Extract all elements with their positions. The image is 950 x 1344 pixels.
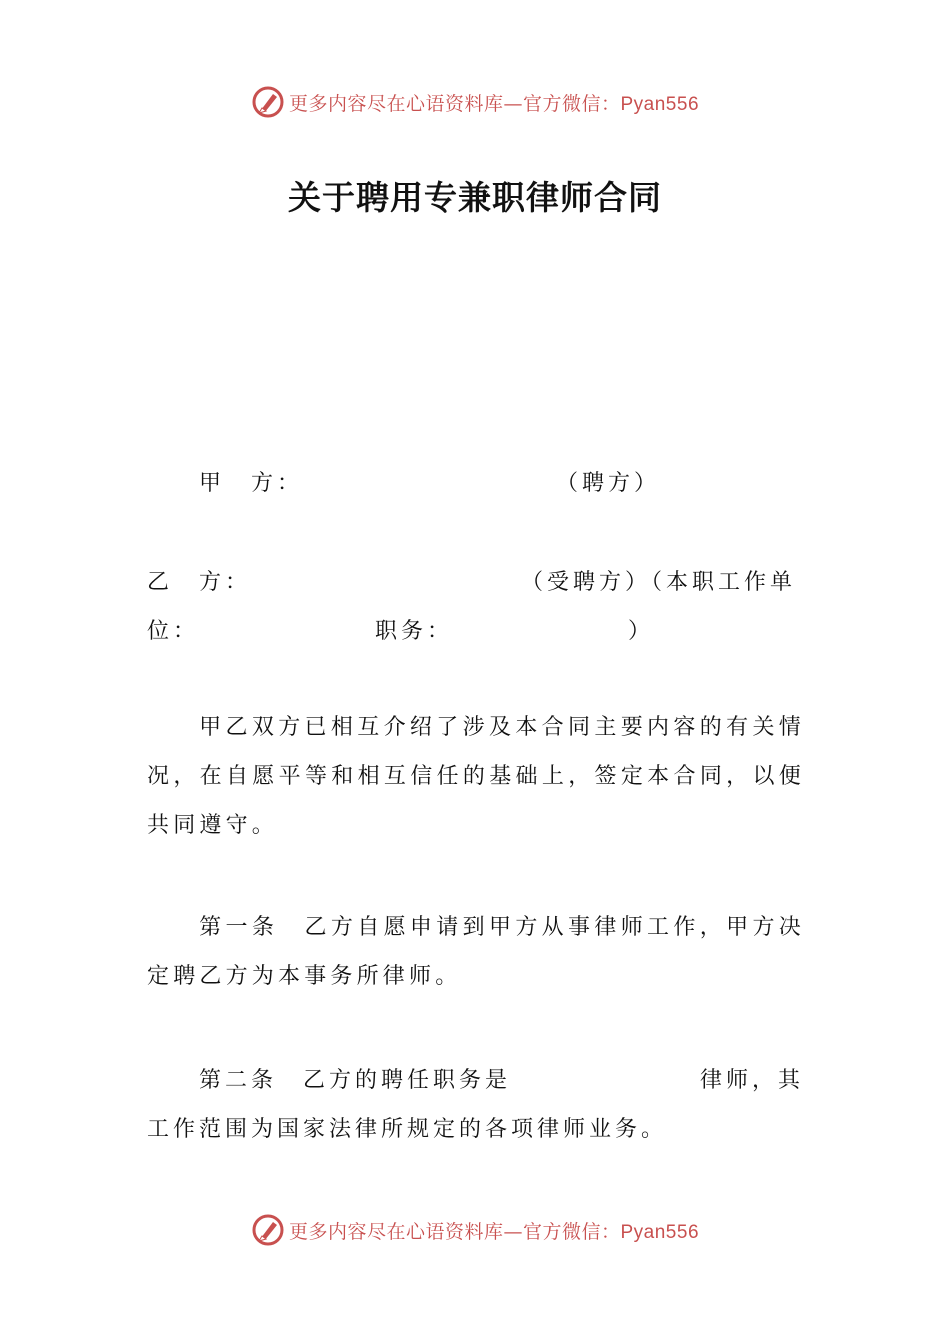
article-2-start: 第二条 乙方的聘任职务是 [199, 1068, 512, 1093]
article-2-end: 律师，其 [700, 1068, 805, 1093]
party-b-label: 乙 方： [147, 570, 252, 595]
header-watermark-banner [0, 82, 950, 122]
party-b-unit-label: 位： [147, 619, 200, 644]
wechat-id: Pyan556 [620, 93, 700, 115]
party-a-label: 甲 方： [199, 471, 304, 496]
banner-text: 更多内容尽在心语资料库—官方微信：Pyan556 [288, 1220, 700, 1243]
party-b-close-paren: ） [628, 619, 655, 644]
party-b-role: （受聘方）（本职工作单 [521, 570, 797, 595]
document-title: 关于聘用专兼职律师合同 [288, 178, 662, 217]
footer-watermark-banner [0, 1210, 950, 1250]
article-1-paragraph: 第一条 乙方自愿申请到甲方从事律师工作，甲方决定聘乙方为本事务所律师。 [147, 915, 805, 989]
party-a-role: （聘方） [556, 471, 661, 496]
party-b-duty-label: 职务： [375, 619, 454, 644]
pen-nib-logo-icon [251, 1213, 285, 1247]
article-2-line2: 工作范围为国家法律所规定的各项律师业务。 [147, 1117, 668, 1142]
wechat-id: Pyan556 [620, 1221, 700, 1243]
pen-nib-logo-icon [251, 85, 285, 119]
preamble-paragraph: 甲乙双方已相互介绍了涉及本合同主要内容的有关情况，在自愿平等和相互信任的基础上，签定本合同，以便共同遵守。 [147, 715, 805, 838]
banner-text: 更多内容尽在心语资料库—官方微信：Pyan556 [288, 92, 700, 115]
